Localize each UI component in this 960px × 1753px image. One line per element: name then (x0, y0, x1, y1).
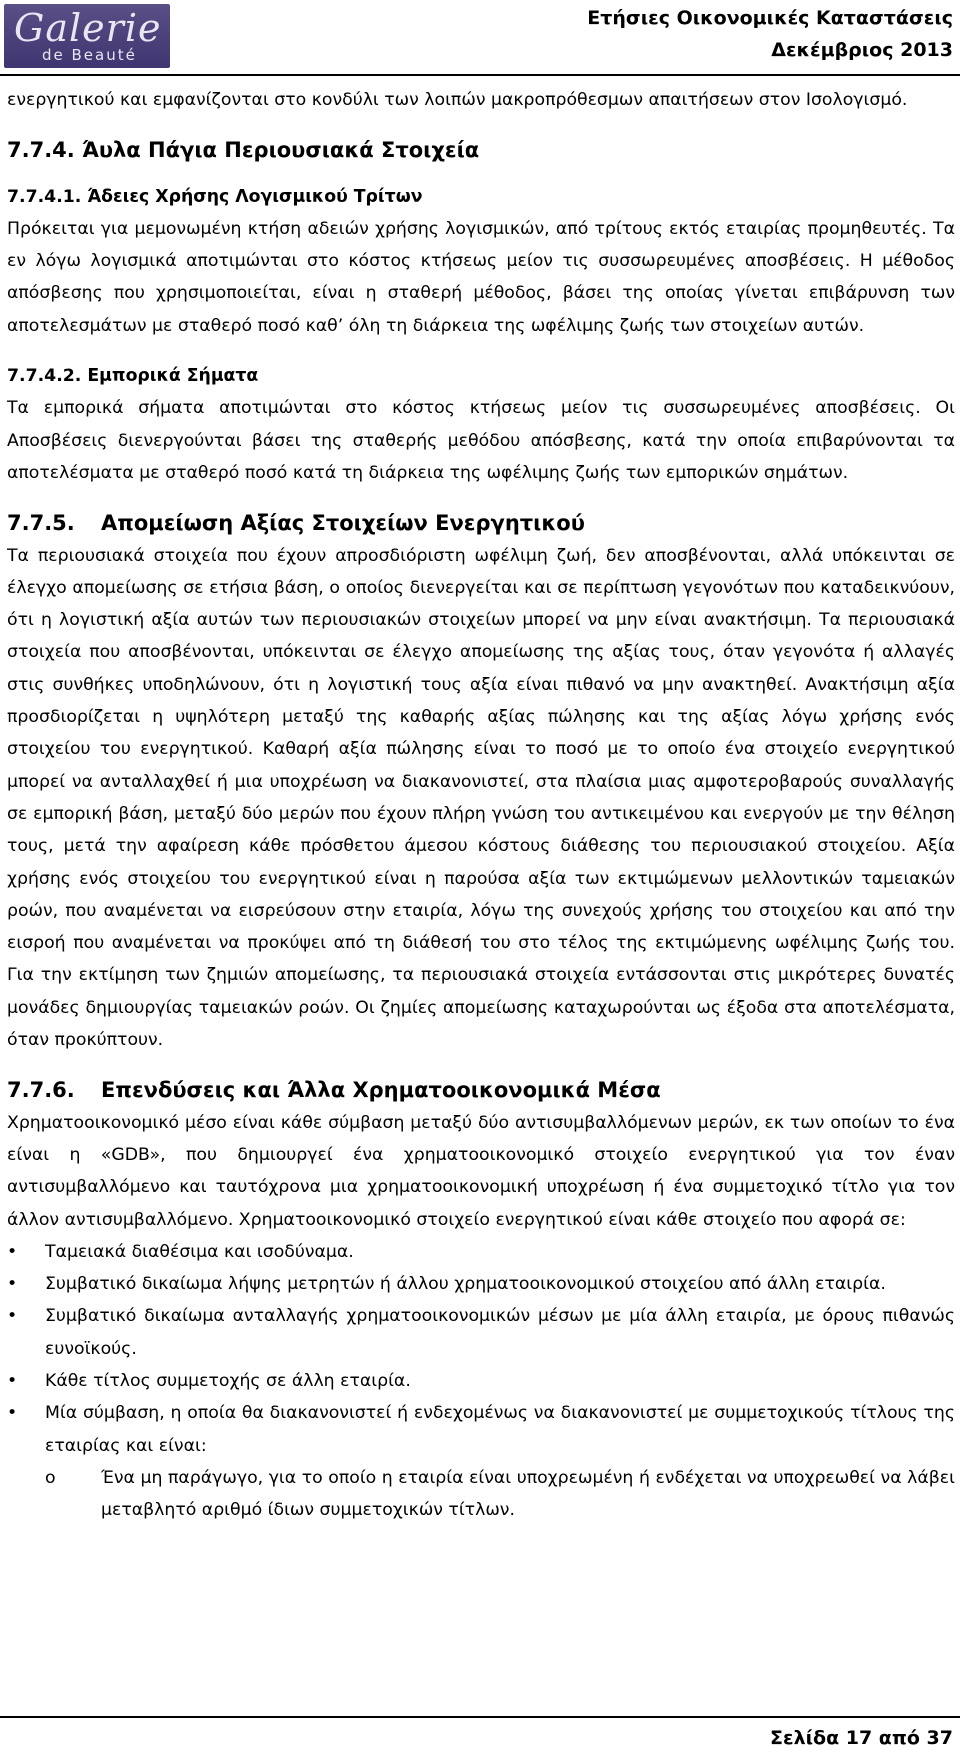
paragraph-7-7-4-1: Πρόκειται για μεμονωμένη κτήση αδειών χρήσης λογισμικών, από τρίτους εκτός εταιρίας προμηθευτές. Τα εν λόγω λογισμικά αποτιμώνται στο κόστος κτήσεως μείον τις συσσωρευμένες αποσβέσεις. Η μέθοδος απόσβεσης που χρησιμοποιείται, είναι η σταθερή μέθοδος, βάσει της οποίας γίνεται επιβάρυνση των αποτελεσμάτων με σταθερό ποσό καθ’ όλη τη διάρκεια της ωφέλιμης ζωής των στοιχείων αυτών. (7, 218, 955, 336)
heading-number: 7.7.6. (7, 1078, 75, 1103)
list-item-text: Ταμειακά διαθέσιμα και ισοδύναμα. (45, 1241, 354, 1262)
heading-7-7-4-2: 7.7.4.2. Εμπορικά Σήματα (7, 366, 259, 387)
bullet-icon: • (7, 1403, 18, 1424)
sub-list (7, 1462, 955, 1527)
logo-wordmark: Galerie (14, 6, 162, 50)
company-logo (4, 4, 170, 68)
bullet-icon: • (7, 1274, 18, 1295)
list-item-text: Ένα μη παράγωγο, για το οποίο η εταιρία είναι υποχρεωμένη ή ενδέχεται να υποχρεωθεί να λάβει μεταβλητό αριθμό ίδιων συμμετοχικών τίτλων. (101, 1467, 955, 1521)
page-number: Σελίδα 17 από 37 (770, 1727, 953, 1749)
paragraph-7-7-4-2: Τα εμπορικά σήματα αποτιμώνται στο κόστος κτήσεως μείον τις συσσωρευμένες αποσβέσεις. Οι Αποσβέσεις διενεργούνται βάσει της σταθερής μεθόδου απόσβεσης, κατά την οποία επιβαρύνονται τα αποτελέσματα με σταθερό ποσό κατά τη διάρκεια της ωφέλιμης ζωής των εμπορικών σημάτων. (7, 398, 955, 483)
intro-paragraph: ενεργητικού και εμφανίζονται στο κονδύλι των λοιπών μακροπρόθεσμων απαιτήσεων στον Ισολογισμό. (7, 90, 908, 110)
asset-list (7, 1236, 955, 1462)
heading-7-7-6 (7, 1074, 955, 1106)
document-date: Δεκέμβριος 2013 (771, 39, 953, 61)
heading-number: 7.7.5. (7, 511, 75, 536)
bullet-icon: • (7, 1241, 18, 1262)
heading-number: 7.7.4. (7, 138, 75, 163)
heading-text: Επενδύσεις και Άλλα Χρηματοοικονομικά Μέσα (101, 1078, 661, 1103)
bullet-icon: • (7, 1306, 18, 1327)
paragraph-7-7-5: Τα περιουσιακά στοιχεία που έχουν απροσδιόριστη ωφέλιμη ζωή, δεν αποσβένονται, αλλά υπόκεινται σε έλεγχο απομείωσης σε ετήσια βάση, ο οποίος διενεργείται και σε περίπτωση γεγονότων που καταδεικνύουν, ότι η λογιστική αξία αυτών των περιουσιακών στοιχείων μπορεί να μην είναι ανακτήσιμη. Τα περιουσιακά στοιχεία που αποσβένονται, υπόκεινται σε έλεγχο απομείωσης της αξίας τους, όταν γεγονότα ή αλλαγές στις συνθήκες υποδηλώνουν, ότι η λογιστική τους αξία είναι πιθανό να μην ανακτηθεί. Ανακτήσιμη αξία προσδιορίζεται η υψηλότερη μεταξύ της καθαρής αξίας πώλησης και της αξίας λόγω χρήσης ενός στοιχείου του ενεργητικού. Καθαρή αξία πώλησης είναι το ποσό με το οποίο ένα στοιχείο ενεργητικού μπορεί να ανταλλαχθεί ή μια υποχρέωση να διακανονιστεί, στα πλαίσια μιας αμφοτεροβαρούς συναλλαγής σε εμπορική βάση, μεταξύ δύο μερών που έχουν πλήρη γνώση του αντικειμένου και ενεργούν με την θέληση τους, μετά την αφαίρεση κάθε πρόσθετου άμεσου κόστους διάθεσης του περιουσιακού στοιχείου. Αξία χρήσης ενός στοιχείου του ενεργητικού είναι η παρούσα αξία των εκτιμώμενων μελλοντικών ταμειακών ροών, που αναμένεται να εισρεύσουν στην εταιρία, λόγω της συνεχούς χρήσης του στοιχείου και από την εισροή που αναμένεται να προκύψει από τη διάθεσή του στο τέλος της εκτιμώμενης ωφέλιμης ζωής του. Για την εκτίμηση των ζημιών απομείωσης, τα περιουσιακά στοιχεία εντάσσονται στις μικρότερες δυνατές μονάδες δημιουργίας ταμειακών ροών. Οι ζημίες απομείωσης καταχωρούνται ως έξοδα στα αποτελέσματα, όταν προκύπτουν. (7, 545, 955, 1051)
sub-list-item (7, 1462, 955, 1527)
page-header (0, 0, 960, 76)
list-item (7, 1365, 955, 1397)
header-divider (0, 74, 960, 76)
list-item (7, 1268, 955, 1300)
circle-bullet-icon: o (45, 1467, 56, 1488)
list-item-text: Συμβατικό δικαίωμα ανταλλαγής χρηματοοικονομικών μέσων με μία άλλη εταιρία, με όρους πιθανώς ευνοϊκούς. (45, 1306, 955, 1359)
list-item-text: Συμβατικό δικαίωμα λήψης μετρητών ή άλλου χρηματοοικονομικού στοιχείου από άλλη εταιρία. (45, 1274, 886, 1295)
list-item-text: Κάθε τίτλος συμμετοχής σε άλλη εταιρία. (45, 1370, 411, 1391)
heading-text: Απομείωση Αξίας Στοιχείων Ενεργητικού (101, 511, 585, 536)
document-title: Ετήσιες Οικονομικές Καταστάσεις (587, 7, 953, 29)
list-item (7, 1397, 955, 1462)
logo-tagline: de Beauté (42, 46, 137, 64)
heading-7-7-5 (7, 507, 955, 539)
bullet-icon: • (7, 1370, 18, 1391)
list-item-text: Μία σύμβαση, η οποία θα διακανονιστεί ή ενδεχομένως να διακανονιστεί με συμμετοχικούς τίτλους της εταιρίας και είναι: (45, 1403, 955, 1456)
heading-7-7-4 (7, 134, 955, 166)
list-item (7, 1236, 955, 1268)
footer-divider (0, 1716, 960, 1718)
page-footer (0, 1716, 960, 1753)
heading-text: Άυλα Πάγια Περιουσιακά Στοιχεία (82, 138, 480, 163)
heading-7-7-4-1: 7.7.4.1. Άδειες Χρήσης Λογισμικού Τρίτων (7, 186, 423, 207)
page-body (7, 84, 955, 1526)
paragraph-7-7-6: Χρηματοοικονομικό μέσο είναι κάθε σύμβαση μεταξύ δύο αντισυμβαλλόμενων μερών, εκ των οποίων το ένα είναι η «GDB», που δημιουργεί ένα χρηματοοικονομικό στοιχείο ενεργητικού για τον έναν αντισυμβαλλόμενο και ταυτόχρονα μια χρηματοοικονομική υποχρέωση ή ένα συμμετοχικό τίτλο για τον άλλον αντισυμβαλλόμενο. Χρηματοοικονομικό στοιχείο ενεργητικού είναι κάθε στοιχείο που αφορά σε: (7, 1112, 955, 1230)
list-item (7, 1300, 955, 1365)
